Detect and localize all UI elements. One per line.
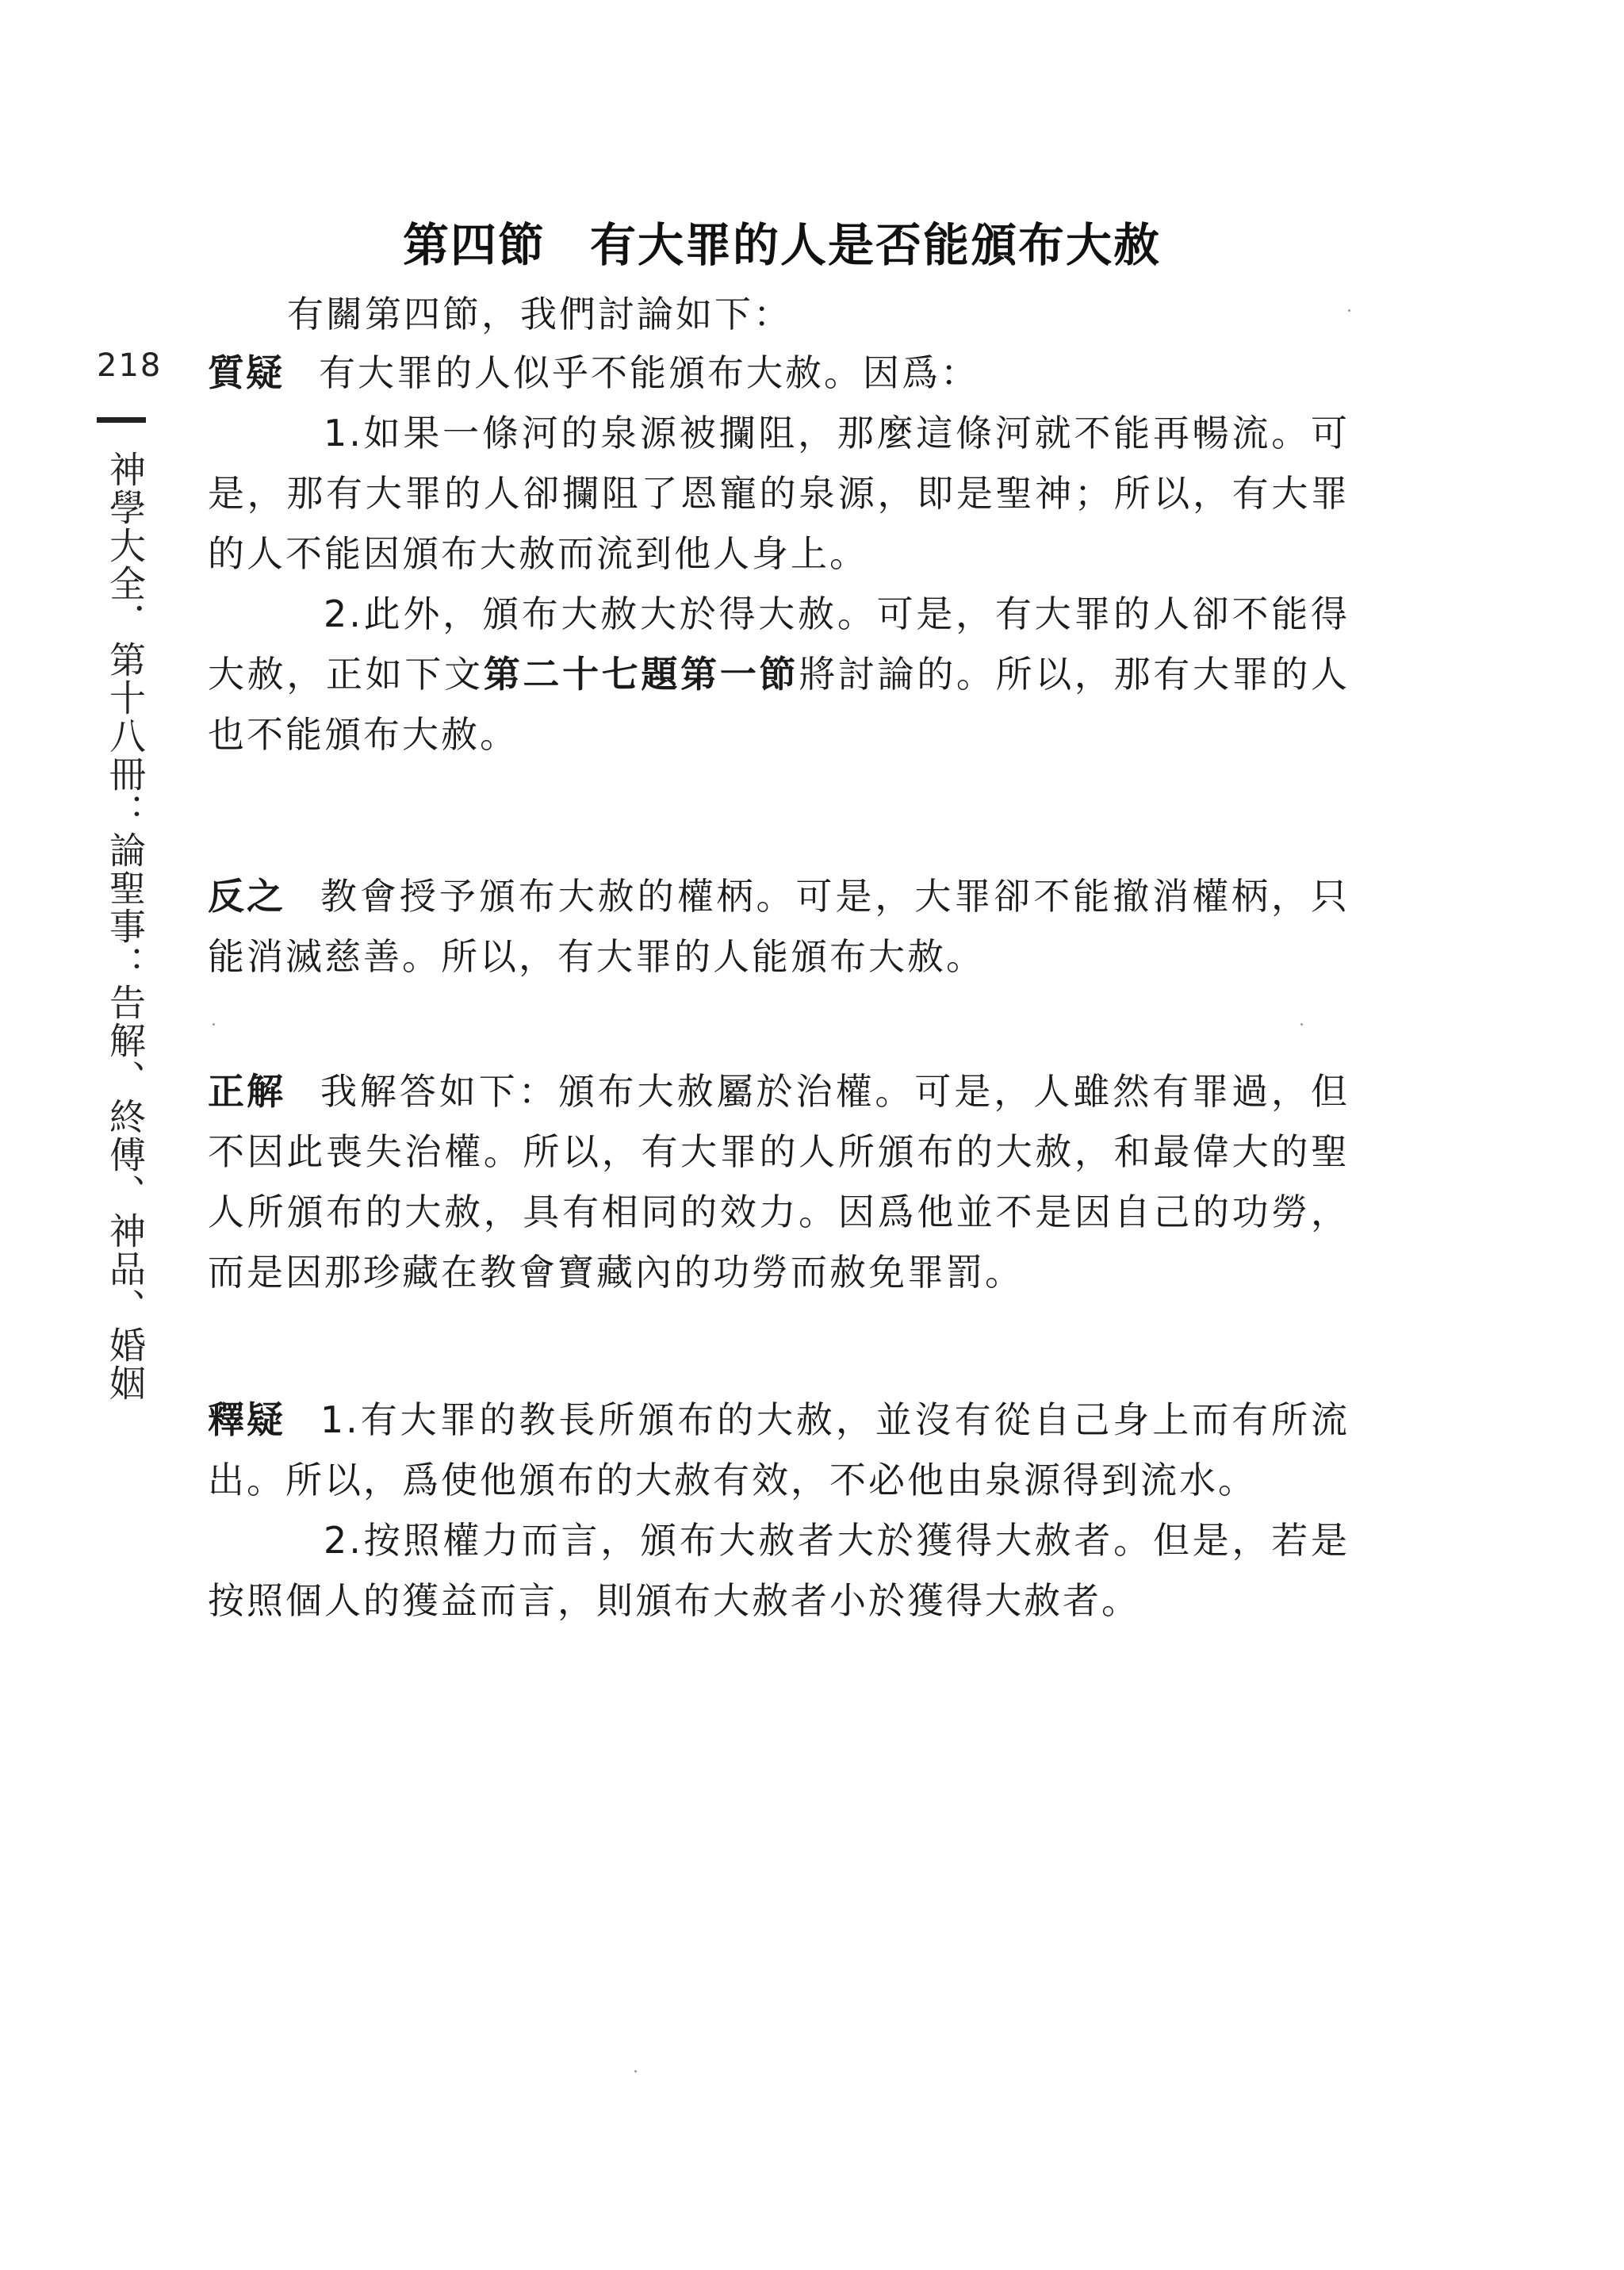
scan-speck bbox=[1348, 309, 1350, 312]
scan-speck bbox=[1300, 1023, 1303, 1026]
sed-contra-text: 教會授予頒布大赦的權柄。可是，大罪卻不能撤消權柄，只能消滅慈善。所以，有大罪的人能頒布大赦。 bbox=[208, 875, 1350, 978]
objections-label: 質疑 bbox=[208, 351, 284, 394]
section-title bbox=[403, 208, 1161, 274]
answer-paragraph bbox=[208, 1061, 1350, 1302]
sed-contra-paragraph bbox=[208, 866, 1350, 987]
scan-speck bbox=[213, 1023, 215, 1026]
objections-lead: 有大罪的人似乎不能頒布大赦。因爲： bbox=[319, 351, 979, 394]
reply-1-paragraph bbox=[208, 1390, 1350, 1510]
answer-block bbox=[208, 1061, 1350, 1302]
objection-1: 1.如果一條河的泉源被攔阻，那麼這條河就不能再暢流。可是，那有大罪的人卻攔阻了恩寵的泉源，即是聖神；所以，有大罪的人不能因頒布大赦而流到他人身上。 bbox=[208, 412, 1350, 575]
replies-label: 釋疑 bbox=[208, 1398, 285, 1441]
section-title-number: 第四節 bbox=[403, 218, 546, 272]
objection-2-after: 將討論的。所以，那有大罪的人也不能頒布大赦。 bbox=[208, 653, 1350, 756]
objections-lead-line bbox=[208, 343, 1350, 403]
section-title-text: 有大罪的人是否能頒布大赦 bbox=[590, 218, 1162, 272]
sed-contra-label: 反之 bbox=[208, 875, 285, 918]
reply-1: 1.有大罪的教長所頒布的大赦，並沒有從自己身上而有所流出。所以，爲使他頒布的大赦有效，不必他由泉源得到流水。 bbox=[208, 1398, 1350, 1501]
replies-block bbox=[208, 1390, 1350, 1631]
answer-label: 正解 bbox=[208, 1070, 285, 1113]
sed-contra-block bbox=[208, 866, 1350, 987]
objection-2-reference: 第二十七題第一節 bbox=[483, 653, 799, 696]
page-number: 218 bbox=[97, 347, 163, 384]
objections-block bbox=[208, 343, 1350, 765]
reply-2: 2.按照權力而言，頒布大赦者大於獲得大赦者。但是，若是按照個人的獲益而言，則頒布大赦者小於獲得大赦者。 bbox=[208, 1519, 1350, 1622]
section-intro: 有關第四節，我們討論如下： bbox=[287, 293, 792, 336]
side-rule bbox=[97, 417, 146, 423]
objection-2 bbox=[208, 584, 1350, 765]
running-title: 神學大全．第十八冊：論聖事：告解、終傅、神品、婚姻 bbox=[104, 451, 147, 1402]
objection-2-before: 2.此外，頒布大赦大於得大赦。可是，有大罪的人卻不能得大赦，正如下文 bbox=[208, 592, 1350, 696]
scan-speck bbox=[634, 2070, 637, 2073]
answer-text: 我解答如下：頒布大赦屬於治權。可是，人雖然有罪過，但不因此喪失治權。所以，有大罪的人所頒布的大赦，和最偉大的聖人所頒布的大赦，具有相同的效力。因爲他並不是因自己的功勞，而是因那珍藏在教會寶藏內的功勞而赦免罪罰。 bbox=[208, 1070, 1350, 1294]
